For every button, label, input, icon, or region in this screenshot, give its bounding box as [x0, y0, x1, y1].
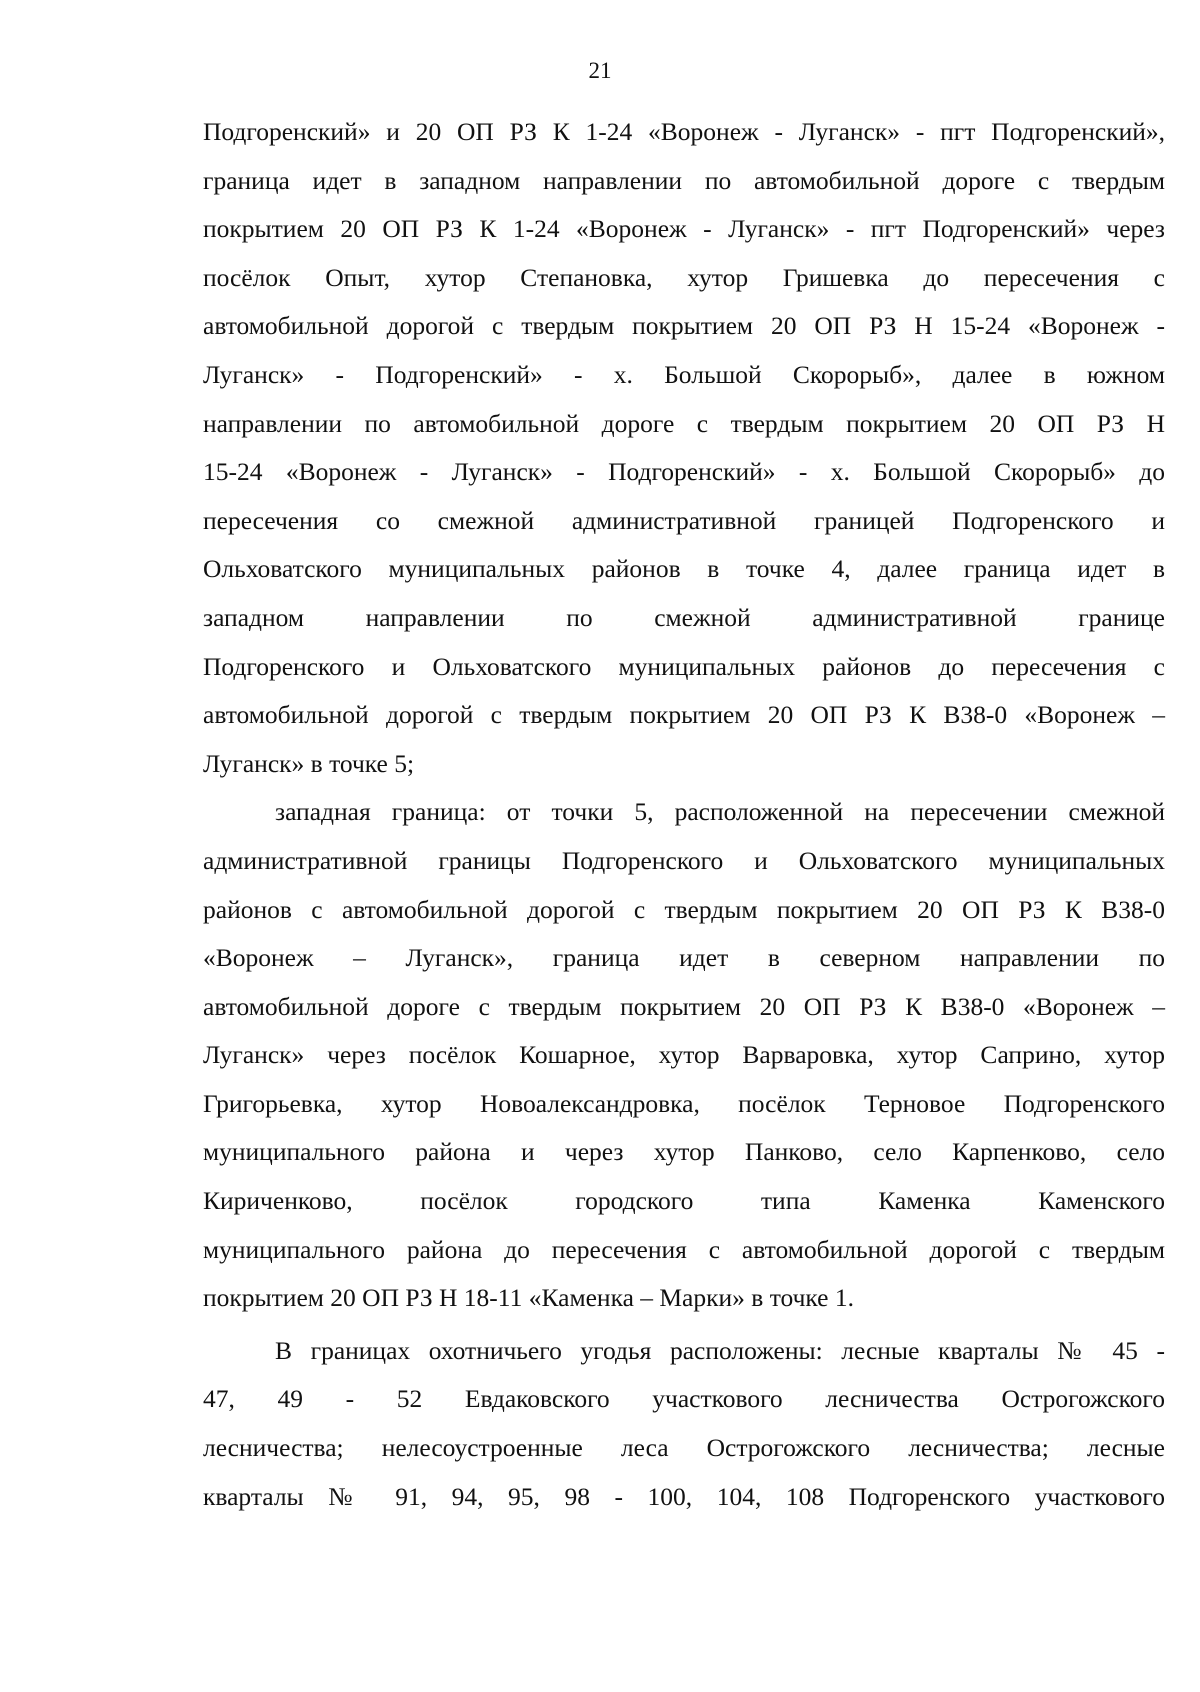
text-line: Луганск» в точке 5; [203, 748, 415, 778]
text-line: автомобильной дорогой с твердым покрытием 20 ОП РЗ Н 15-24 «Воронеж - [203, 311, 1165, 341]
text-line: автомобильной дороге с твердым покрытием 20 ОП РЗ К В38-0 «Воронеж – [203, 991, 1165, 1021]
text-line: районов с автомобильной дорогой с твердым покрытием 20 ОП РЗ К В38-0 [203, 894, 1165, 924]
text-line: покрытием 20 ОП РЗ Н 18-11 «Каменка – Марки» в точке 1. [203, 1283, 854, 1313]
text-line: Луганск» через посёлок Кошарное, хутор Варваровка, хутор Саприно, хутор [203, 1040, 1165, 1070]
text-line: граница идет в западном направлении по автомобильной дороге с твердым [203, 165, 1165, 195]
text-line: западная граница: от точки 5, расположенной на пересечении смежной [275, 797, 1165, 827]
text-line: западном направлении по смежной административной границе [203, 602, 1165, 632]
text-line: Подгоренского и Ольховатского муниципальных районов до пересечения с [203, 651, 1165, 681]
paragraph-east-south-boundary [203, 108, 1165, 788]
text-line: лесничества; нелесоустроенные леса Острогожского лесничества; лесные [203, 1433, 1165, 1463]
text-line: автомобильной дорогой с твердым покрытием 20 ОП РЗ К В38-0 «Воронеж – [203, 700, 1165, 730]
text-line: кварталы № 91, 94, 95, 98 - 100, 104, 108 Подгоренского участкового [203, 1481, 1165, 1511]
text-line: муниципального района до пересечения с автомобильной дорогой с твердым [203, 1234, 1165, 1264]
text-line: посёлок Опыт, хутор Степановка, хутор Гришевка до пересечения с [203, 262, 1165, 292]
text-line: покрытием 20 ОП РЗ К 1-24 «Воронеж - Луганск» - пгт Подгоренский» через [203, 214, 1165, 244]
text-line: Григорьевка, хутор Новоалександровка, посёлок Терновое Подгоренского [203, 1088, 1165, 1118]
text-line: «Воронеж – Луганск», граница идет в северном направлении по [203, 943, 1165, 973]
text-line: административной границы Подгоренского и Ольховатского муниципальных [203, 845, 1165, 875]
document-body [203, 108, 1165, 1521]
text-line: пересечения со смежной административной границей Подгоренского и [203, 505, 1165, 535]
text-line: 15-24 «Воронеж - Луганск» - Подгоренский» - х. Большой Скорорыб» до [203, 457, 1165, 487]
text-line: направлении по автомобильной дороге с твердым покрытием 20 ОП РЗ Н [203, 408, 1165, 438]
text-line: Подгоренский» и 20 ОП РЗ К 1-24 «Воронеж - Луганск» - пгт Подгоренский», [203, 117, 1165, 146]
paragraph-western-boundary [203, 788, 1165, 1323]
text-line: 47, 49 - 52 Евдаковского участкового лесничества Острогожского [203, 1384, 1165, 1414]
paragraph-forest-quarters [203, 1327, 1165, 1521]
page-number: 21 [588, 58, 612, 83]
text-line: муниципального района и через хутор Панково, село Карпенково, село [203, 1137, 1165, 1167]
text-line: Кириченково, посёлок городского типа Каменка Каменского [203, 1186, 1165, 1216]
text-line: Ольховатского муниципальных районов в точке 4, далее граница идет в [203, 554, 1165, 584]
text-line: Луганск» - Подгоренский» - х. Большой Скорорыб», далее в южном [203, 359, 1165, 389]
text-line: В границах охотничьего угодья расположены: лесные кварталы № 45 - [275, 1335, 1165, 1365]
